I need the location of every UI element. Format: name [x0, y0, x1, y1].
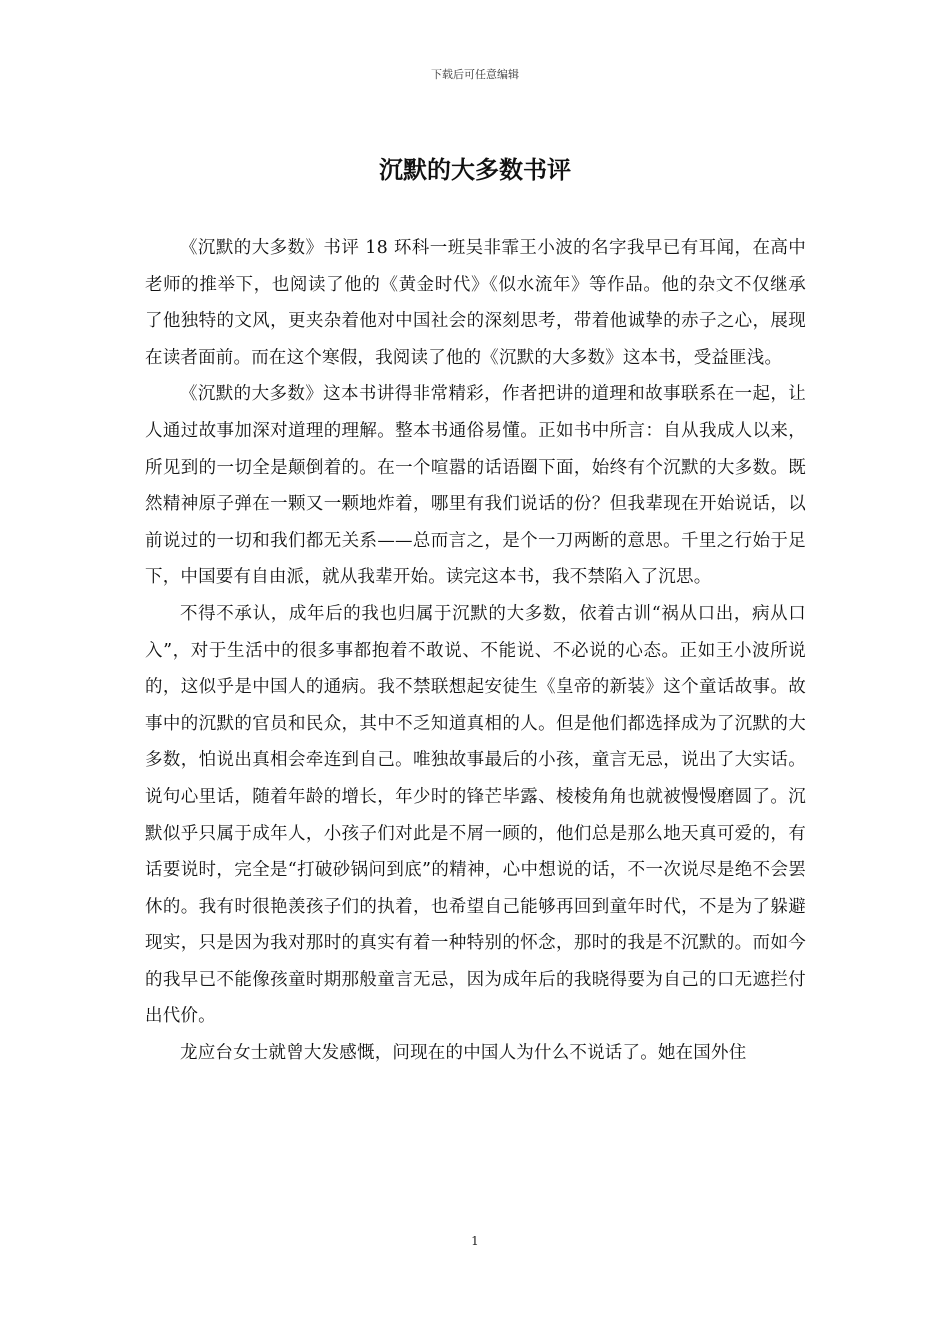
paragraph-book-overview: 《沉默的大多数》这本书讲得非常精彩，作者把讲的道理和故事联系在一起，让人通过故事加深对道理的理解。整本书通俗易懂。正如书中所言：自从我成人以来，所见到的一切全是颠倒着的。在一个喧嚣的话语圈下面，始终有个沉默的大多数。既然精神原子弹在一颗又一颗地炸着，哪里有我们说话的份？但我辈现在开始说话，以前说过的一切和我们都无关系——总而言之，是个一刀两断的意思。千里之行始于足下，中国要有自由派，就从我辈开始。读完这本书，我不禁陷入了沉思。: [145, 384, 806, 588]
document-body: [145, 230, 806, 1072]
header-note: 下载后可任意编辑: [431, 68, 519, 81]
document-title: 沉默的大多数书评: [379, 155, 571, 184]
paragraph-reflection: 不得不承认，成年后的我也归属于沉默的大多数，依着古训“祸从口出，病从口入”，对于生活中的很多事都抱着不敢说、不能说、不必说的心态。正如王小波所说的，这似乎是中国人的通病。我不禁联想起安徒生《皇帝的新装》这个童话故事。故事中的沉默的官员和民众，其中不乏知道真相的人。但是他们都选择成为了沉默的大多数，怕说出真相会牵连到自己。唯独故事最后的小孩，童言无忌，说出了大实话。说句心里话，随着年龄的增长，年少时的锋芒毕露、棱棱角角也就被慢慢磨圆了。沉默似乎只属于成年人，小孩子们对此是不屑一顾的，他们总是那么地天真可爱的，有话要说时，完全是“打破砂锅问到底”的精神，心中想说的话，不一次说尽是绝不会罢休的。我有时很艳羡孩子们的执着，也希望自己能够再回到童年时代，不是为了躲避现实，只是因为我对那时的真实有着一种特别的怀念，那时的我是不沉默的。而如今的我早已不能像孩童时期那般童言无忌，因为成年后的我晓得要为自己的口无遮拦付出代价。: [145, 603, 806, 1027]
paragraph-long-yingtai: 龙应台女士就曾大发感慨，问现在的中国人为什么不说话了。她在国外住: [180, 1043, 747, 1064]
paragraph-intro: 《沉默的大多数》书评 18 环科一班吴非霏王小波的名字我早已有耳闻，在高中老师的推举下，也阅读了他的《黄金时代》《似水流年》等作品。他的杂文不仅继承了他独特的文风，更夹杂着他对中国社会的深刻思考，带着他诚挚的赤子之心，展现在读者面前。而在这个寒假，我阅读了他的《沉默的大多数》这本书，受益匪浅。: [145, 238, 806, 368]
page-number: 1: [471, 1234, 479, 1248]
